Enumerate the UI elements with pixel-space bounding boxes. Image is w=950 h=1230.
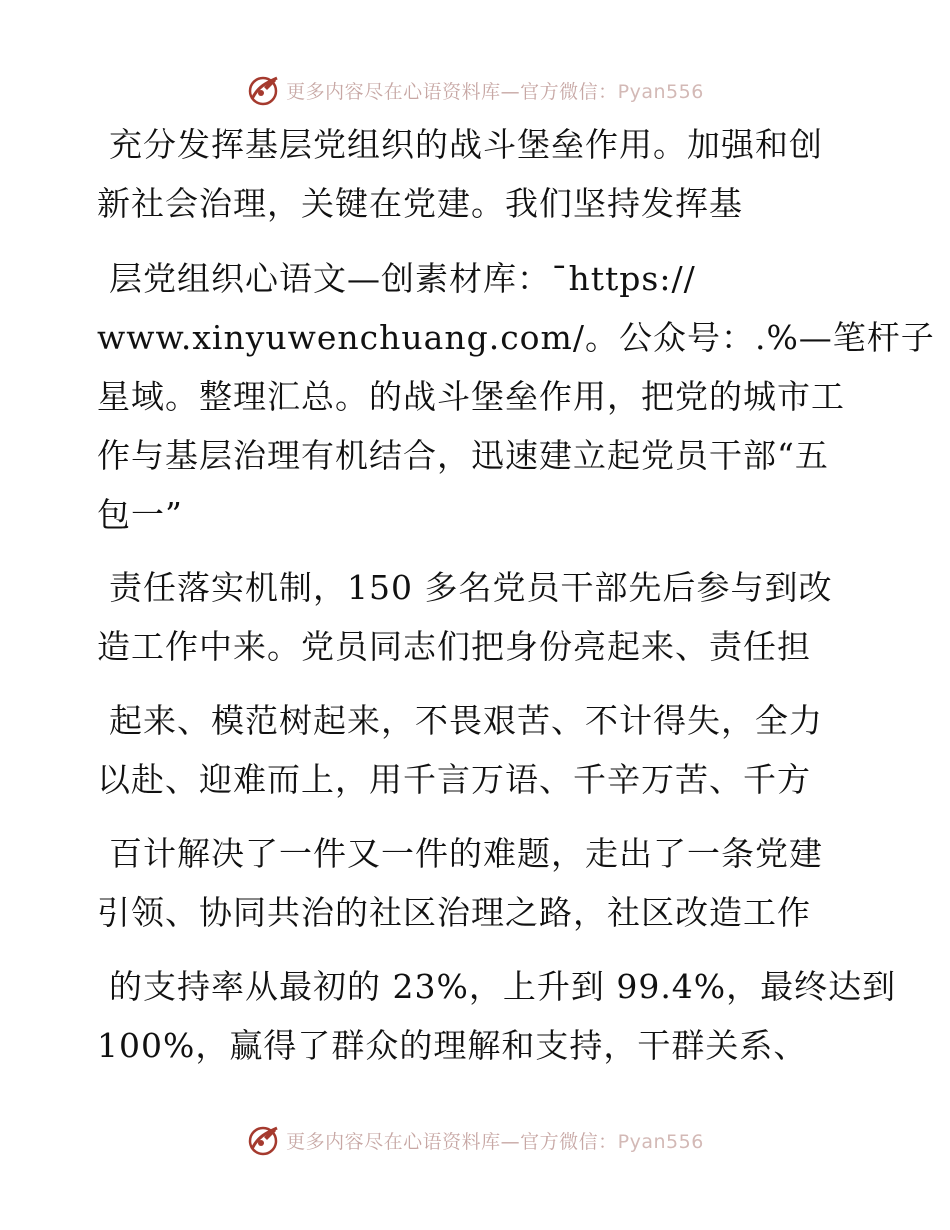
text-line: 的支持率从最初的 23%，上升到 99.4%，最终达到 [109, 967, 897, 1006]
text-line: 包一” [97, 495, 183, 534]
text-line: 100%，赢得了群众的理解和支持，干群关系、 [97, 1026, 808, 1065]
text-line: 以赴、迎难而上，用千言万语、千辛万苦、千方 [97, 760, 811, 799]
watermark-text [286, 1127, 704, 1154]
watermark-wechat-id: Pyan556 [617, 80, 704, 103]
pen-logo-icon [246, 1122, 282, 1158]
watermark-wechat-id: Pyan556 [617, 1130, 704, 1153]
text-line: 引领、协同共治的社区治理之路，社区改造工作 [97, 893, 811, 932]
watermark-label: 更多内容尽在心语资料库—官方微信： [286, 80, 618, 103]
watermark-label: 更多内容尽在心语资料库—官方微信： [286, 1130, 618, 1153]
footer-watermark [0, 1120, 950, 1160]
text-line: www.xinyuwenchuang.com/。公众号：.%—笔杆子 [97, 318, 935, 357]
text-line: 层党组织心语文—创素材库：¯https:// [109, 259, 696, 298]
text-line: 充分发挥基层党组织的战斗堡垒作用。加强和创 [109, 125, 823, 164]
text-line: 起来、模范树起来，不畏艰苦、不计得失，全力 [109, 701, 823, 740]
text-line: 造工作中来。党员同志们把身份亮起来、责任担 [97, 627, 811, 666]
text-line: 责任落实机制，150 多名党员干部先后参与到改 [109, 568, 833, 607]
text-line: 百计解决了一件又一件的难题，走出了一条党建 [109, 834, 823, 873]
text-line: 新社会治理，关键在党建。我们坚持发挥基 [97, 184, 743, 223]
text-line: 作与基层治理有机结合，迅速建立起党员干部“五 [97, 436, 829, 475]
text-line: 星域。整理汇总。的战斗堡垒作用，把党的城市工 [97, 377, 845, 416]
